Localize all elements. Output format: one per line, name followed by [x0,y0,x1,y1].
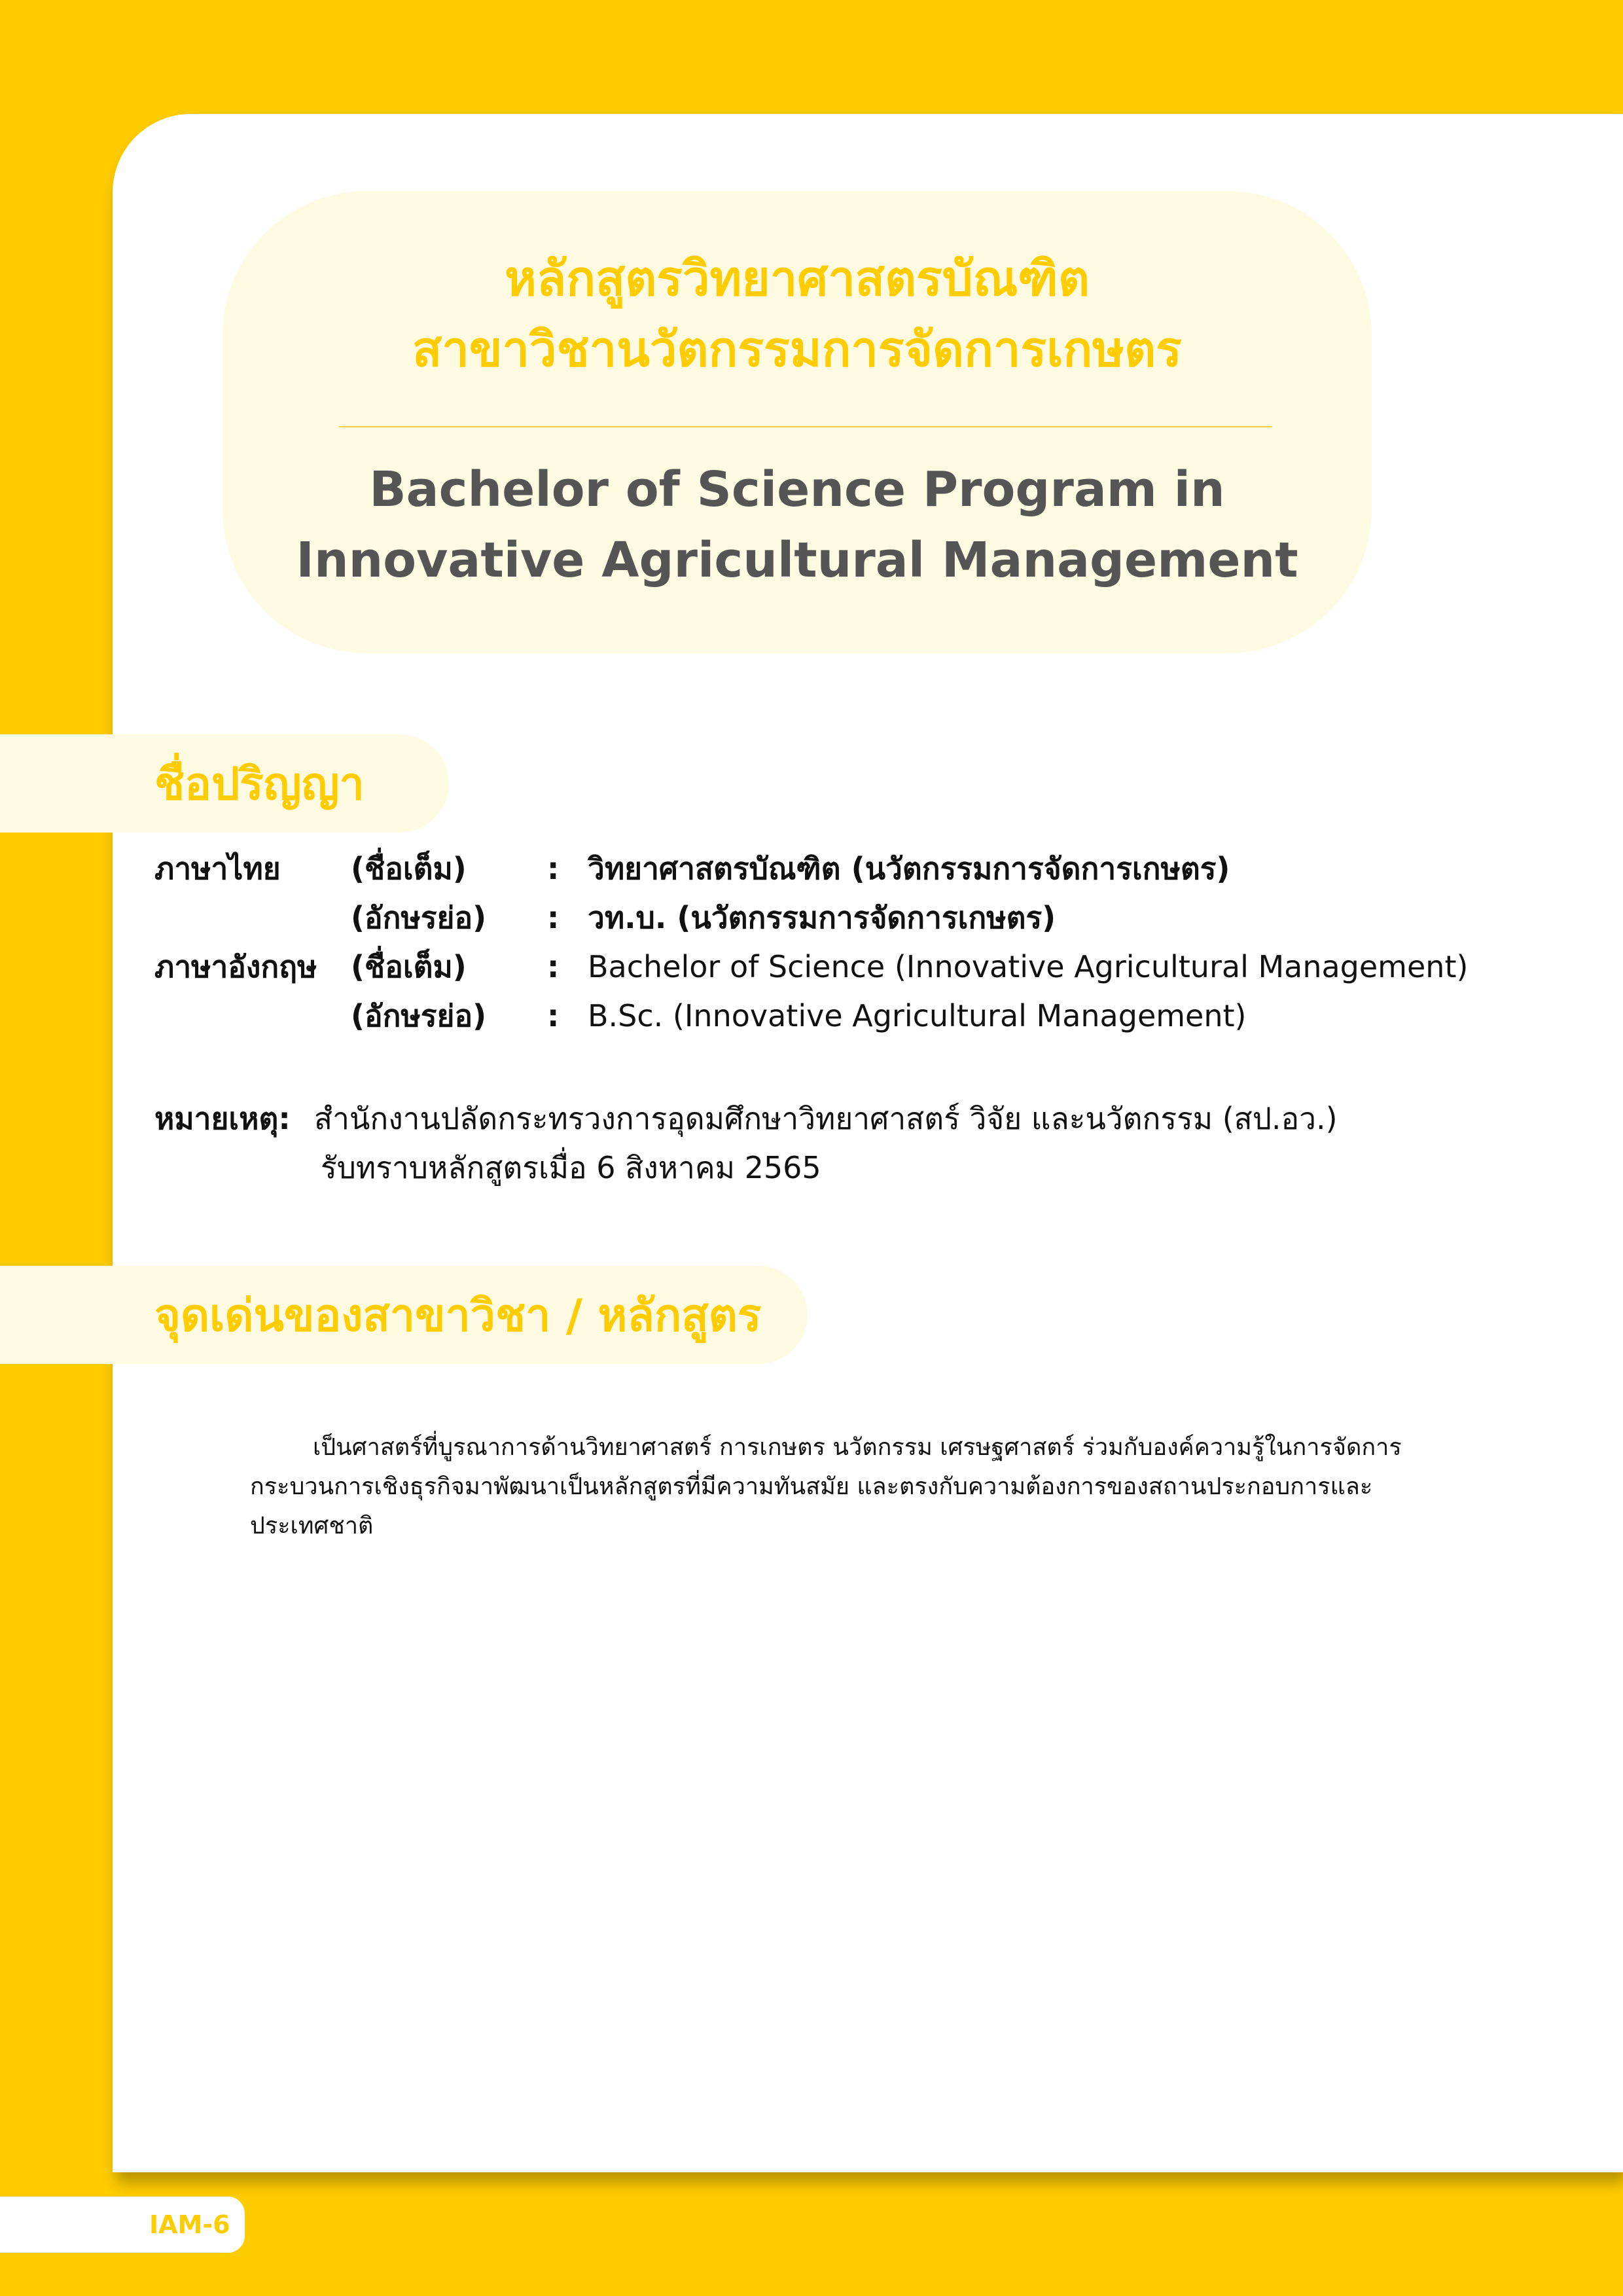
degree-row-language: ภาษาไทย [154,851,281,886]
title-banner [223,191,1372,653]
degree-row-colon: : [547,851,560,886]
highlights-line-3: ประเทศชาติ [250,1513,374,1539]
note-label: หมายเหตุ: [154,1101,291,1136]
page-number: IAM-6 [149,2210,230,2239]
degree-row-language: ภาษาอังกฤษ [154,949,317,984]
highlights-section-tab [0,1266,808,1364]
highlights-line-2: กระบวนการเชิงธุรกิจมาพัฒนาเป็นหลักสูตรที่มีความทันสมัย และตรงกับความต้องการของสถานประกอบการและ [250,1473,1373,1500]
title-divider [339,426,1272,427]
thai-title-line-2: สาขาวิชานวัตกรรมการจัดการเกษตร [412,321,1182,378]
note-line-1: สำนักงานปลัดกระทรวงการอุดมศึกษาวิทยาศาสตร์ วิจัย และนวัตกรรม (สป.อว.) [314,1101,1338,1136]
highlights-section-heading: จุดเด่นของสาขาวิชา / หลักสูตร [154,1290,762,1342]
english-title-line-2: Innovative Agricultural Management [296,532,1298,588]
english-title-line-1: Bachelor of Science Program in [369,461,1225,518]
degree-row-kind: (อักษรย่อ) [351,900,487,935]
degree-row-kind: (ชื่อเต็ม) [351,949,467,984]
highlights-line-1: เป็นศาสตร์ที่บูรณาการด้านวิทยาศาสตร์ การเกษตร นวัตกรรม เศรษฐศาสตร์ ร่วมกับองค์ความรู้ในการจัดการ [313,1434,1402,1461]
degree-row-colon: : [547,900,560,935]
degree-row-value: Bachelor of Science (Innovative Agricultural Management) [588,949,1469,984]
page-number-tab [0,2197,245,2253]
degree-row-value: B.Sc. (Innovative Agricultural Management) [588,998,1247,1033]
degree-row-value: วิทยาศาสตรบัณฑิต (นวัตกรรมการจัดการเกษตร) [588,851,1230,886]
thai-title-line-1: หลักสูตรวิทยาศาสตรบัณฑิต [505,251,1090,307]
thai-program-title [223,243,1372,385]
degree-row-colon: : [547,998,560,1033]
degree-section-tab [0,734,449,833]
degree-row-value: วท.บ. (นวัตกรรมการจัดการเกษตร) [588,900,1056,935]
note-line-2: รับทราบหลักสูตรเมื่อ 6 สิงหาคม 2565 [321,1150,821,1185]
degree-row-kind: (อักษรย่อ) [351,998,487,1033]
degree-section-heading: ชื่อปริญญา [154,759,365,810]
highlights-paragraph [250,1428,1402,1546]
english-program-title [223,454,1372,596]
degree-row-kind: (ชื่อเต็ม) [351,851,467,886]
degree-row-colon: : [547,949,560,984]
